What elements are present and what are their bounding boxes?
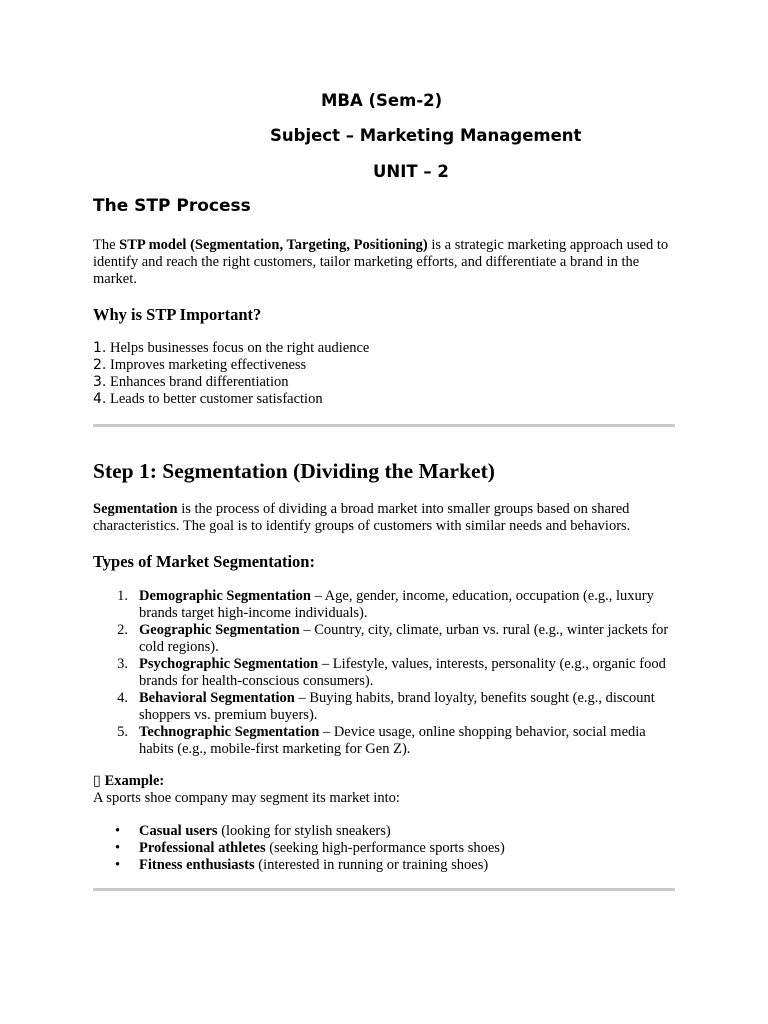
list-item: 2. Geographic Segmentation – Country, city, climate, urban vs. rural (e.g., winter jackets for cold regions). (117, 622, 669, 655)
example-label: Example: (104, 773, 165, 789)
types-heading: Types of Market Segmentation: (93, 552, 315, 571)
why-stp-heading: Why is STP Important? (93, 305, 262, 324)
list-item: • Fitness enthusiasts (interested in running or training shoes) (115, 857, 489, 873)
missing-glyph-icon: ▯ (93, 773, 101, 789)
example-bullet-list (112, 823, 672, 874)
list-item: 5. Technographic Segmentation – Device usage, online shopping behavior, social media habits (e.g., mobile-first marketing for Gen Z). (117, 724, 646, 757)
divider (93, 424, 675, 427)
list-item: 4. Leads to better customer satisfaction (93, 391, 323, 407)
list-item: • Professional athletes (seeking high-performance sports shoes) (115, 840, 505, 856)
segmentation-types-list (112, 588, 672, 758)
intro-prefix: The (93, 237, 120, 253)
section-title-step1: Step 1: Segmentation (Dividing the Market) (93, 459, 495, 483)
section-title-stp: The STP Process (93, 196, 251, 216)
list-item: 1. Helps businesses focus on the right audience (93, 340, 370, 356)
bullet-icon: • (115, 840, 121, 856)
definition-term: Segmentation (93, 501, 178, 517)
list-item: 4. Behavioral Segmentation – Buying habits, brand loyalty, benefits sought (e.g., discount shoppers vs. premium buyers). (117, 690, 655, 723)
definition-text: is the process of dividing a broad market into smaller groups based on shared characteristics. The goal is to identify groups of customers with similar needs and behaviors. (93, 501, 631, 534)
subject-title: Subject – Marketing Management (270, 126, 582, 145)
list-item: • Casual users (looking for stylish sneakers) (115, 823, 391, 839)
course-title: MBA (Sem-2) (321, 91, 443, 110)
intro-bold: STP model (Segmentation, Targeting, Positioning) (119, 237, 428, 253)
stp-reasons-list (93, 340, 369, 408)
list-item: 3. Psychographic Segmentation – Lifestyle, values, interests, personality (e.g., organic food brands for health-conscious consumers). (117, 656, 666, 689)
list-item: 1. Demographic Segmentation – Age, gender, income, education, occupation (e.g., luxury brands target high-income individuals). (117, 588, 654, 621)
bullet-icon: • (115, 857, 121, 873)
example-intro: A sports shoe company may segment its market into: (93, 790, 400, 806)
list-item: 3. Enhances brand differentiation (93, 374, 289, 390)
stp-intro-paragraph (93, 237, 678, 288)
intro-rest: is a strategic marketing approach used to identify and reach the right customers, tailor marketing efforts, and differentiate a brand in the market. (93, 237, 669, 287)
example-label-line (93, 773, 164, 790)
divider (93, 888, 675, 891)
bullet-icon: • (115, 823, 121, 839)
list-item: 2. Improves marketing effectiveness (93, 357, 307, 373)
unit-title: UNIT – 2 (373, 162, 449, 181)
segmentation-definition (93, 501, 678, 535)
